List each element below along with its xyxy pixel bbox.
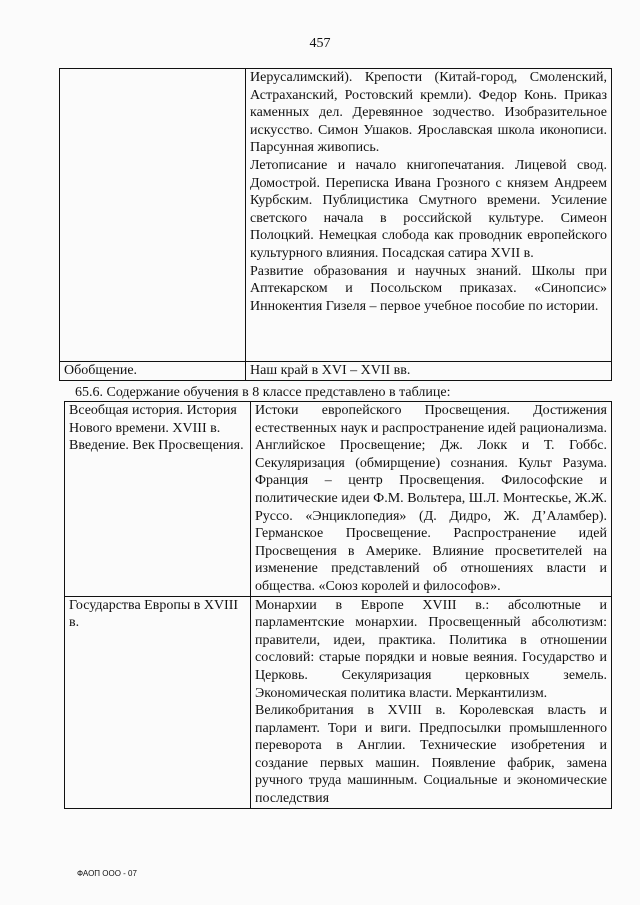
content-paragraph: Великобритания в XVIII в. Королевская власть и парламент. Тори и виги. Предпосылки промышленного переворота в Англии. Технические изобретения и создание первых машин. Появление фабрик, замена ручного труда машинным. Социальные и экономические последствия — [255, 703, 607, 807]
content-paragraph: Иерусалимский). Крепости (Китай-город, Смоленский, Астраханский, Ростовский кремли). Федор Конь. Приказ каменных дел. Деревянное зодчество. Изобразительное искусство. Симон Ушаков. Ярославская школа иконописи. Парсунная живопись. — [250, 70, 607, 156]
table-cell-topic: Всеобщая история. История Нового времени. XVIII в. Введение. Век Просвещения. — [65, 402, 251, 597]
grade8-content-table — [64, 401, 612, 809]
table-cell-content — [246, 362, 612, 381]
content-paragraph: Монархии в Европе XVIII в.: абсолютные и парламентские монархии. Просвещенный абсолютизм: правители, идеи, практика. Политика в отношении сословий: старые порядки и новые веяния. Государство и Церковь. Секуляризация церковных земель. Экономическая политика власти. Меркантилизм. — [255, 597, 607, 701]
content-paragraph: Развитие образования и научных знаний. Школы при Аптекарском и Посольском приказах. «Синопсис» Иннокентия Гизеля – первое учебное пособие по истории. — [250, 263, 607, 314]
table-cell-topic: Обобщение. — [60, 362, 246, 381]
table-row — [65, 402, 612, 597]
content-paragraph: Летописание и начало книгопечатания. Лицевой свод. Домострой. Переписка Ивана Грозного с князем Андреем Курбским. Публицистика Смутного времени. Усиление светского начала в российской культуре. Симеон Полоцкий. Немецкая слобода как проводник европейского культурного влияния. Посадская сатира XVII в. — [250, 157, 607, 261]
table-row — [60, 69, 612, 362]
table-cell-content — [246, 69, 612, 362]
content-paragraph: Наш край в XVI – XVII вв. — [250, 363, 411, 378]
table-row — [65, 596, 612, 808]
content-paragraph: Истоки европейского Просвещения. Достижения естественных наук и распространение идей рационализма. Английское Просвещение; Дж. Локк и Т. Гоббс. Секуляризация (обмирщение) сознания. Культ Разума. Франция – центр Просвещения. Философские и политические идеи Ф.М. Вольтера, Ш.Л. Монтескье, Ж.Ж. Руссо. «Энциклопедия» (Д. Дидро, Ж. Д’Аламбер). Германское Просвещение. Распространение идей Просвещения в Америке. Влияние просветителей на изменение представлений об отношениях власти и общества. «Союз королей и философов». — [255, 403, 607, 594]
table-cell-content — [251, 596, 612, 808]
table-cell-topic — [60, 69, 246, 362]
page-footer: ФАОП ООО - 07 — [77, 869, 137, 878]
section-heading: 65.6. Содержание обучения в 8 классе представлено в таблице: — [75, 385, 451, 400]
page-number: 457 — [309, 36, 331, 51]
table-cell-topic: Государства Европы в XVIII в. — [65, 596, 251, 808]
table-row — [60, 362, 612, 381]
content-table-continued — [59, 68, 612, 381]
table-cell-content — [251, 402, 612, 597]
